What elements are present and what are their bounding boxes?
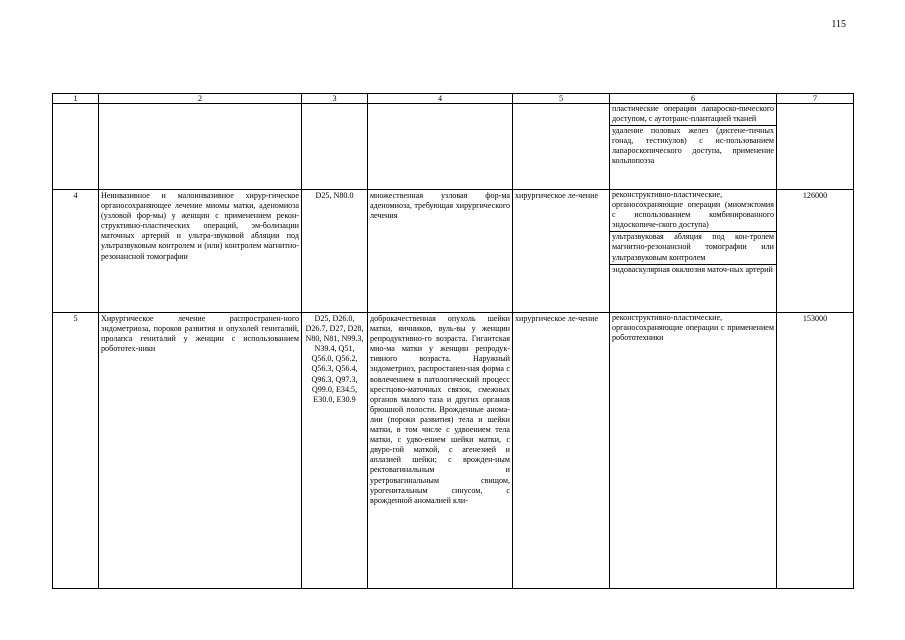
empty-cell xyxy=(53,104,99,190)
row-number: 5 xyxy=(53,313,99,589)
patient-model: доброкачественная опухоль шейки матки, яичников, вуль-вы у женщин репродуктивно-го возраста. Гигантская мио-ма матки у женщин репродук-тивного возраста. Наружный эндометриоз, распростанен-ная форма с вовлечением в патологический процесс крестцово-маточных связок, смежных органов малого таза и других органов брюшной полости. Врожденные анома-лии (пороки развития) тела и шейки матки, в том числе с удвоением тела матки, с удво-ением шейки матки, с двуро-гой маткой, с агенезией и аплазией шейки; с врожден-ным ректовагинальным и уретровагинальным свищом, урогенитальным синусом, с врожденной аномалией кли- xyxy=(368,313,513,589)
header-cell-4: 4 xyxy=(368,94,513,104)
method-item: эндоваскулярная окклюзия маточ-ных артерий xyxy=(612,264,773,274)
methods-cell xyxy=(610,313,777,589)
method-item: реконструктивно-пластические, органосохраняющие операции с применением робототехники xyxy=(612,313,774,343)
continuation-row xyxy=(53,104,854,190)
page-number: 115 xyxy=(831,19,846,30)
care-description: Хирургическое лечение распространен-ного эндометриоза, пороков развития и опухолей гениталий, пролапса гениталий у женщин с использованием робототех-ники xyxy=(99,313,302,589)
patient-model: множественная узловая фор-ма аденомиоза, требующая хирургического лечения xyxy=(368,190,513,313)
icd-codes: D25, D26.0, D26.7, D27, D28, N80, N81, N99.3, N39.4, Q51, Q56.0, Q56.2, Q56.3, Q56.4, Q96.3, Q97.3, Q99.0, E34.5, E30.0, E30.9 xyxy=(302,313,368,589)
header-row xyxy=(53,94,854,104)
method-item: пластические операции лапароско-пического доступом, с аутотранс-плантацией тканей xyxy=(610,104,776,126)
methods-cell xyxy=(610,104,777,190)
methods-cell xyxy=(610,190,777,313)
header-cell-7: 7 xyxy=(777,94,854,104)
empty-cell xyxy=(368,104,513,190)
header-cell-3: 3 xyxy=(302,94,368,104)
treatment-type: хирургическое ле-чение xyxy=(513,313,610,589)
row-number: 4 xyxy=(53,190,99,313)
cost-value: 126000 xyxy=(777,190,854,313)
empty-cell xyxy=(777,104,854,190)
method-item: удаление половых желез (дисгене-тичных гонад, тестикулов) с ис-пользованием лапароскопического доступа, применение кольпопоэза xyxy=(612,126,774,166)
table-row xyxy=(53,190,854,313)
care-description: Неинвазивное и малоинвазивное хирур-гическое органосохраняющее лечение миомы матки, аденомиоза (узловой фор-мы) у женщин с применением рекон-структивно-пластических операций, эм-болизации маточных артерий и ультра-звуковой абляции под ультразвуковым контролем и (или) контролем магнитно-резонансной томографии xyxy=(99,190,302,313)
medical-care-table xyxy=(52,93,854,589)
header-cell-2: 2 xyxy=(99,94,302,104)
method-item: реконструктивно-пластические, органосохраняющие операции (миомэктомия с использованием комбинированного эндоскопиче-ского доступа) xyxy=(610,190,776,232)
method-item: ультразвуковая абляция под кон-тролем магнитно-резонансной томографии или ультразвуковым контролем xyxy=(610,232,776,264)
cost-value: 153000 xyxy=(777,313,854,589)
empty-cell xyxy=(99,104,302,190)
treatment-type: хирургическое ле-чение xyxy=(513,190,610,313)
table-row xyxy=(53,313,854,589)
header-cell-1: 1 xyxy=(53,94,99,104)
icd-codes: D25, N80.0 xyxy=(302,190,368,313)
empty-cell xyxy=(302,104,368,190)
header-cell-6: 6 xyxy=(610,94,777,104)
header-cell-5: 5 xyxy=(513,94,610,104)
empty-cell xyxy=(513,104,610,190)
